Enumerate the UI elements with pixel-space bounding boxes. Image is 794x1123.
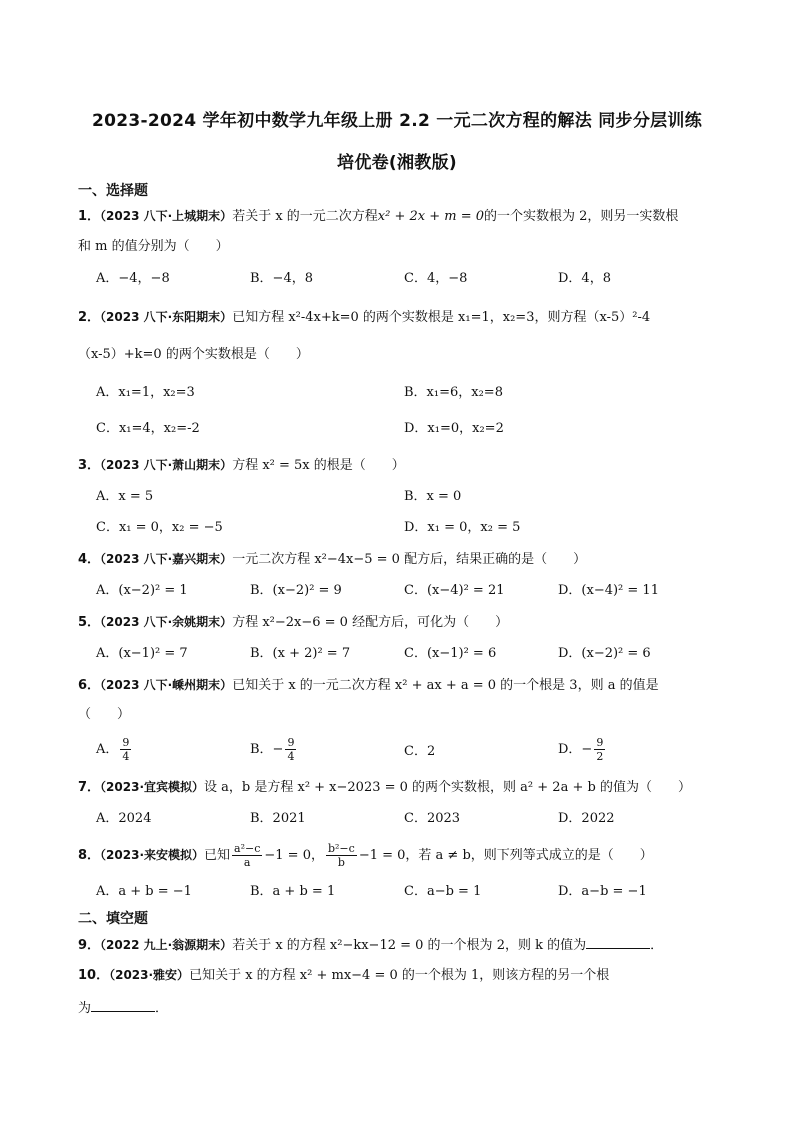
option-label: A．: [96, 742, 119, 757]
question-text: 已知关于 x 的一元二次方程 x² + ax + a = 0 的一个根是 3，则 a 的值是: [232, 678, 659, 693]
question-text: 方程 x² = 5x 的根是（ ）: [232, 458, 405, 473]
question-source: （2023 八下·嘉兴期末）: [100, 552, 233, 566]
option-c: C．2023: [404, 811, 461, 826]
option-b: B．−4，8: [250, 271, 313, 286]
option-label: D．−: [558, 742, 593, 757]
page-title: 2023-2024 学年初中数学九年级上册 2.2 一元二次方程的解法 同步分层训练: [91, 111, 703, 131]
question-number: 4．: [78, 552, 101, 567]
denominator: b: [337, 856, 345, 869]
numerator: 9: [122, 736, 130, 749]
option-c: C．(x−4)² = 21: [404, 583, 505, 598]
question-text: 已知: [204, 848, 231, 863]
numerator: 9: [596, 736, 604, 749]
question-6-line2: （ ）: [78, 707, 131, 722]
question-source: （2023 八下·嵊州期末）: [100, 678, 233, 692]
option-c: C．4，−8: [404, 271, 468, 286]
question-source: （2023·来安模拟）: [100, 848, 205, 862]
option-c: C．2: [404, 744, 436, 759]
option-c: C．a−b = 1: [404, 884, 482, 899]
question-text: 的一个实数根为 2，则另一实数根: [484, 209, 679, 224]
option-a: A．(x−2)² = 1: [96, 583, 188, 598]
denominator: 4: [122, 750, 130, 763]
question-source: （2023 八下·余姚期末）: [100, 615, 233, 629]
question-text: 若关于 x 的一元二次方程: [232, 209, 378, 224]
option-b: B．a + b = 1: [250, 884, 336, 899]
punctuation: ．: [650, 938, 664, 953]
option-a: A．a + b = −1: [96, 884, 192, 899]
question-number: 3．: [78, 458, 101, 473]
question-number: 7．: [78, 780, 101, 795]
question-number: 10．: [78, 968, 110, 983]
option-b: [250, 736, 298, 763]
question-9: [78, 934, 728, 956]
section-heading-fill: 二、填空题: [78, 911, 148, 927]
question-5: [78, 612, 728, 633]
question-source: （2023·宜宾模拟）: [100, 780, 205, 794]
fraction: [326, 842, 357, 869]
fraction: [594, 736, 605, 763]
option-b: B．x = 0: [404, 489, 462, 504]
option-d: D．x₁=0，x₂=2: [404, 421, 504, 436]
question-source: （2023 八下·上城期末）: [100, 209, 233, 223]
question-8: [78, 842, 728, 869]
option-d: D．a−b = −1: [558, 884, 647, 899]
question-number: 8．: [78, 848, 101, 863]
question-source: （2023·雅安）: [109, 968, 190, 982]
fraction: [120, 736, 131, 763]
question-text: −1 = 0，: [264, 848, 324, 863]
option-b: B．(x−2)² = 9: [250, 583, 342, 598]
option-a: A．x = 5: [96, 489, 154, 504]
question-number: 1．: [78, 209, 101, 224]
answer-blank[interactable]: [586, 934, 650, 949]
option-a: A．−4，−8: [96, 271, 170, 286]
option-c: C．x₁=4，x₂=-2: [96, 421, 200, 436]
question-10-line2: [78, 997, 728, 1019]
question-number: 6．: [78, 678, 101, 693]
numerator: a²−c: [234, 842, 261, 855]
question-source: （2023 八下·萧山期末）: [100, 458, 233, 472]
option-d: D．(x−4)² = 11: [558, 583, 659, 598]
question-2-line2: （x-5）+k=0 的两个实数根是（ ）: [78, 347, 309, 362]
question-6: [78, 675, 728, 696]
option-d: D．(x−2)² = 6: [558, 646, 651, 661]
question-text: 已知关于 x 的方程 x² + mx−4 = 0 的一个根为 1，则该方程的另一个根: [189, 968, 610, 983]
numerator: 9: [287, 736, 295, 749]
option-b: B．2021: [250, 811, 306, 826]
question-number: 5．: [78, 615, 101, 630]
fraction: [232, 842, 262, 869]
option-c: C．x₁ = 0，x₂ = −5: [96, 520, 223, 535]
question-text: −1 = 0，若 a ≠ b，则下列等式成立的是（ ）: [358, 848, 653, 863]
option-d: [558, 736, 607, 763]
question-text: 为: [78, 1001, 92, 1016]
question-text: 方程 x²−2x−6 = 0 经配方后，可化为（ ）: [232, 615, 509, 630]
question-source: （2023 八下·东阳期末）: [100, 310, 233, 324]
question-text: 若关于 x 的方程 x²−kx−12 = 0 的一个根为 2，则 k 的值为: [232, 938, 587, 953]
question-1: [78, 206, 728, 227]
denominator: a: [243, 856, 251, 869]
option-b: B．x₁=6，x₂=8: [404, 385, 503, 400]
fraction: [285, 736, 296, 763]
option-d: D．2022: [558, 811, 615, 826]
option-a: A．x₁=1，x₂=3: [96, 385, 195, 400]
option-c: C．(x−1)² = 6: [404, 646, 497, 661]
option-a: A．(x−1)² = 7: [96, 646, 188, 661]
option-b: B．(x + 2)² = 7: [250, 646, 351, 661]
option-a: [96, 736, 133, 763]
page-subtitle: 培优卷(湘教版): [337, 153, 457, 173]
question-3: [78, 455, 728, 476]
equation: x² + 2x + m = 0: [377, 209, 485, 224]
punctuation: ．: [155, 1001, 169, 1016]
question-2: [78, 307, 728, 328]
question-number: 9．: [78, 938, 101, 953]
question-7: [78, 777, 728, 798]
question-4: [78, 549, 728, 570]
denominator: 2: [596, 750, 604, 763]
denominator: 4: [287, 750, 295, 763]
section-heading-choice: 一、选择题: [78, 183, 148, 199]
option-d: D．4，8: [558, 271, 611, 286]
numerator: b²−c: [327, 842, 355, 855]
option-d: D．x₁ = 0，x₂ = 5: [404, 520, 521, 535]
question-10: [78, 965, 728, 986]
question-text: 设 a，b 是方程 x² + x−2023 = 0 的两个实数根，则 a² + 2a + b 的值为（ ）: [204, 780, 691, 795]
answer-blank[interactable]: [91, 997, 155, 1012]
option-label: B．−: [250, 742, 284, 757]
question-text: 一元二次方程 x²−4x−5 = 0 配方后，结果正确的是（ ）: [232, 552, 587, 567]
question-text: 已知方程 x²-4x+k=0 的两个实数根是 x₁=1，x₂=3，则方程（x-5）²-4: [232, 310, 651, 325]
question-source: （2022 九上·翁源期末）: [100, 938, 233, 952]
question-1-line2: 和 m 的值分别为（ ）: [78, 239, 229, 254]
option-a: A．2024: [96, 811, 152, 826]
question-number: 2．: [78, 310, 101, 325]
